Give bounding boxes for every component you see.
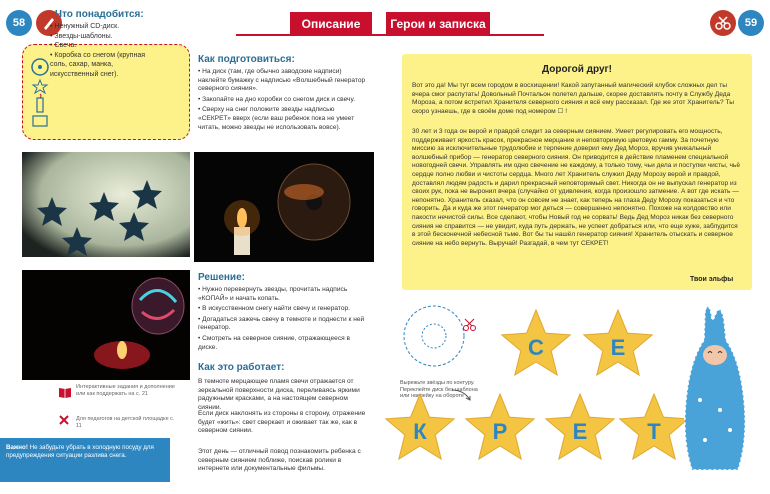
letter-paragraph: Вот это да! Мы тут всем городом в восхищении! Какой запутанный магический клубок сложных дел ты вчера смог распутать! Довольный Почтальон полетел дальше, скорее доставлять почту в Службу Деда Мороза, а потом встретил Хранителя северного сияния и всё ему рассказал. Где же этот Хранитель? Ты скоро узнаешь, где в своём доме под номером ☐ ! <box>412 82 734 115</box>
star-letter: Е <box>572 419 588 444</box>
how-paragraph: Если диск наклонять из стороны в сторону, отражение будет «жить»: свет сверкает и оживает так же, как в северном сиянии. <box>198 410 366 435</box>
list-item: • Смотреть на северное сияние, отражающееся в диске. <box>198 335 368 352</box>
how-title: Как это работает: <box>198 362 285 373</box>
list-item: • Ненужный CD-диск. <box>50 22 162 32</box>
list-item: • Закопайте на дно коробки со снегом диск и свечу. <box>198 96 368 105</box>
star-letter: Р <box>492 419 508 444</box>
footer-note-text: Не забудьте убрать в холодную посуду для предупреждения ситуации разлива снега. <box>6 444 154 459</box>
footer-note-bold: Важно! <box>6 444 28 451</box>
list-item: • Звезды-шаблоны. <box>50 32 162 42</box>
star-letter: Т <box>647 419 661 444</box>
star-letter: С <box>528 335 544 360</box>
letter-signature: Твои эльфы <box>690 276 734 283</box>
list-item: • Свеча. <box>50 41 162 51</box>
prepare-title: Как подготовиться: <box>198 54 295 65</box>
how-paragraph: В темноте мерцающее пламя свечи отражается от зеркальной поверхности диска, переливаясь яркими радужными красками, а на настоящем северном сиянии. <box>198 378 360 411</box>
note-interactive: Интерактивные задания и дополнение или как поддержать на с. 21 <box>76 384 175 397</box>
list-item: • Коробка со снегом (крупная соль, сахар, манка, искусственный снег). <box>50 51 162 80</box>
keeper-figure <box>680 300 750 478</box>
page-number-right: 59 <box>738 10 764 36</box>
star-letter: К <box>413 419 427 444</box>
letter-title: Дорогой друг! <box>541 64 613 75</box>
watermark: Лабиринт.ру <box>640 466 715 480</box>
cut-instructions: Вырежьте звёзды по контуру. Переклейте диск без шаблона или наклейку на обороте <box>400 380 478 399</box>
tab-heroes: Герои и записка <box>386 12 490 36</box>
tab-description: Описание <box>290 12 372 36</box>
letter-paragraph: 30 лет и 3 года он верой и правдой следит за северным сиянием. Умеет регулировать его мощность, поддерживает яркость красок, прекрасное мерцание и неповторимую цветовую гамму. За почетную миссию за исключительные трудолюбие и терпение доверил ему Дед Мороз, вручив уникальный волшебный прибор — генератор северного сияния. Он приводится в действие пламенем специальной новогодней свечи. Управлять им одно свечение не каждому, а только тому, чьи дела и поступки чисты, чьё сердце полно любви и чистоты сердца. Много лет Хранитель служил Деду Морозу верой и правдой, доставлял людям радость и дарил прекрасный неповторимый свет. Никогда он не выпускал генератор из своих рук, пока не выронил вчера (случайно от удивления, когда произошло затмение. А вот где искать — непонятно. Хранитель сказал, что он совсем не знает, как теперь на глаза Деду Морозу показаться и что говорить. Да и куда же этот генератор мог деться — совершенно непонятно. Похоже на колдовство или пакости нечистой силы. Все сделают, чтобы Новый год не сорвать! Ведь Дед Мороз никак без северного сияния не справится — не увидит, куда путь держать, не успеет добраться или, что еще хуже, заблудится в этой бесконечной небесной тьме. Вот бы ты нашёл генератор сияния! Хранитель отыскать и северное сияние на небо вернуть. Выручай! Разгадай, в чем тут СЕКРЕТ! <box>412 128 741 247</box>
solution-title: Решение: <box>198 272 245 283</box>
list-item: • Нужно перевернуть звезды, прочитать надпись «КОПАЙ» и начать копать. <box>198 286 368 303</box>
how-paragraph: Этот день — отличный повод познакомить ребенка с северным сиянием поближе, поискав ролики в интернете или документальные фильмы. <box>198 448 361 473</box>
page-number-left: 58 <box>6 10 32 36</box>
list-item: • В искусственном снегу найти свечу и генератор. <box>198 305 368 314</box>
needs-title: Что понадобится: <box>55 9 144 20</box>
list-item: • Сверху на снег положите звезды надписью «СЕКРЕТ» вверх (если ваш ребенок пока не умеет читать, можно звезды не использовать вовсе). <box>198 106 368 132</box>
note-teachers: Для педагогов на детской площадке с. 11 <box>76 416 175 429</box>
list-item: • На диск (там, где обычно заводские надписи) наклейте бумажку с надписью «Волшебный генератор северного сияния». <box>198 68 368 94</box>
star-letter: Е <box>610 335 626 360</box>
list-item: • Догадаться зажечь свечу в темноте и поднести к ней генератор. <box>198 316 368 333</box>
